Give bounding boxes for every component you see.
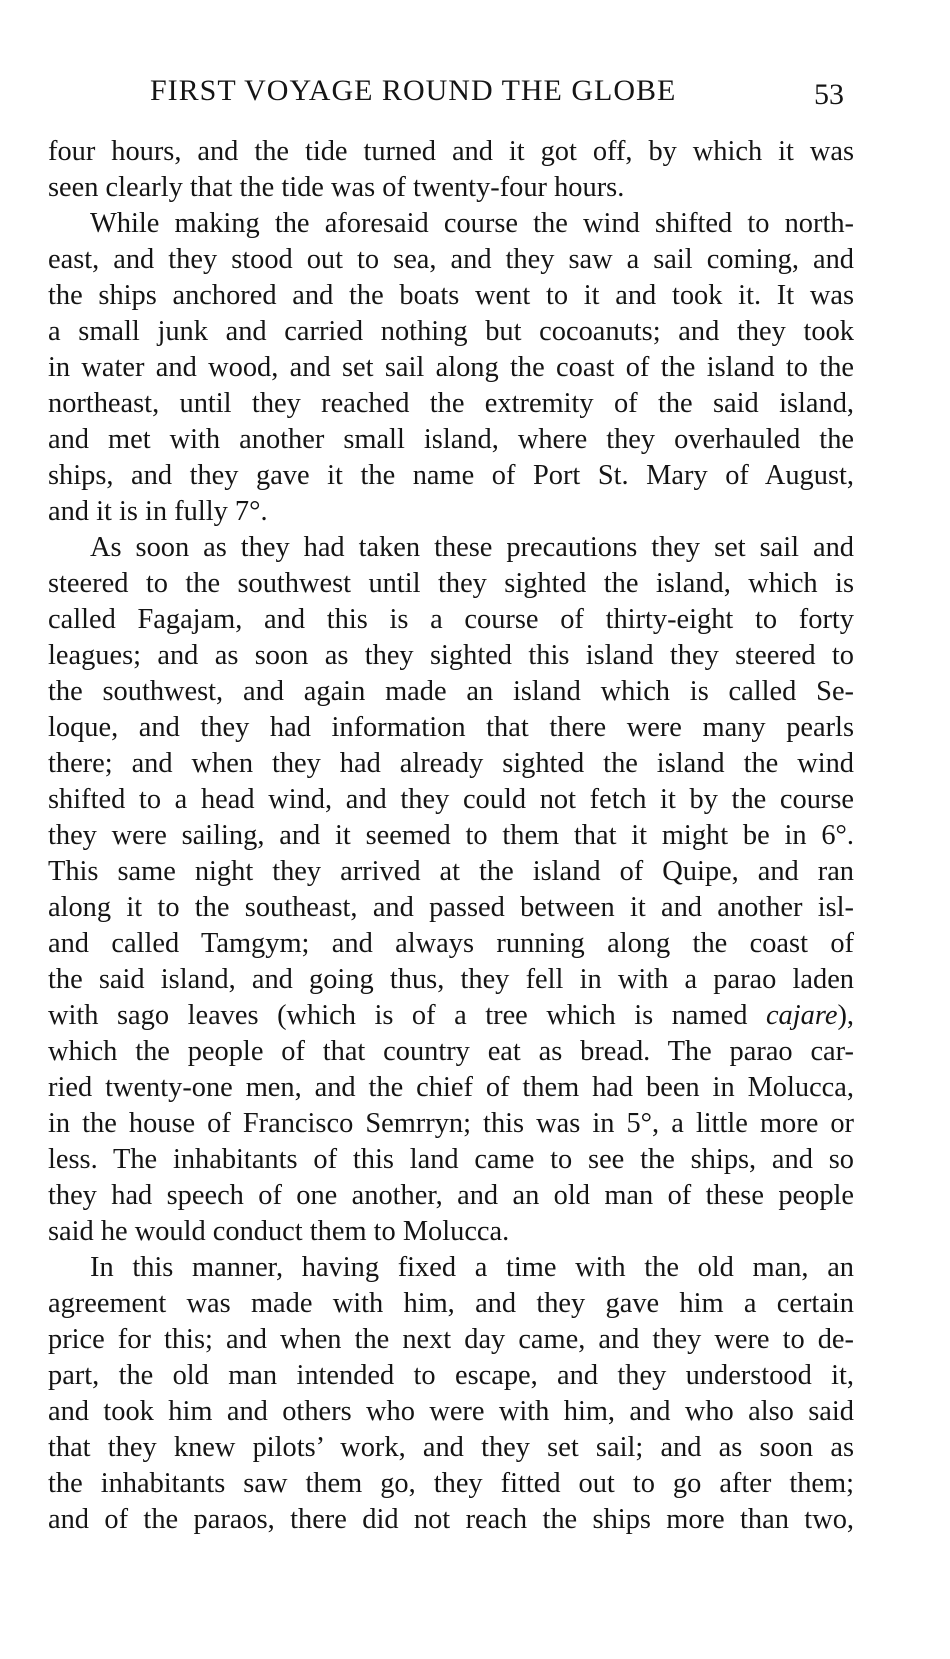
text-line: ships, and they gave it the name of Port St. Mary of August,	[48, 460, 854, 491]
text-line: that they knew pilots’ work, and they set sail; and as soon as	[48, 1432, 854, 1463]
text-line: This same night they arrived at the island of Quipe, and ran	[48, 856, 854, 887]
text-line: and met with another small island, where they overhauled the	[48, 424, 854, 455]
text-line: said he would conduct them to Molucca.	[48, 1216, 510, 1247]
text-line: four hours, and the tide turned and it got off, by which it was	[48, 136, 854, 167]
text-line-segment: ),	[837, 1000, 854, 1031]
text-line: they were sailing, and it seemed to them that it might be in 6°.	[48, 820, 854, 851]
text-line-with-italic	[48, 998, 854, 1034]
body-text	[48, 134, 854, 1538]
text-line: As soon as they had taken these precautions they set sail and	[90, 532, 854, 563]
text-line: shifted to a head wind, and they could not fetch it by the course	[48, 784, 854, 815]
text-line: In this manner, having fixed a time with the old man, an	[90, 1252, 854, 1283]
text-line: which the people of that country eat as bread. The parao car-	[48, 1036, 854, 1067]
text-line: price for this; and when the next day came, and they were to de-	[48, 1324, 854, 1355]
text-line: a small junk and carried nothing but cocoanuts; and they took	[48, 316, 854, 347]
text-line-segment: with sago leaves (which is of a tree which is named	[48, 1000, 748, 1031]
text-line: northeast, until they reached the extremity of the said island,	[48, 388, 854, 419]
page-number: 53	[814, 78, 844, 111]
text-line: in the house of Francisco Semrryn; this was in 5°, a little more or	[48, 1108, 854, 1139]
text-line: less. The inhabitants of this land came to see the ships, and so	[48, 1144, 854, 1175]
text-line: agreement was made with him, and they gave him a certain	[48, 1288, 854, 1319]
text-line: and of the paraos, there did not reach the ships more than two,	[48, 1504, 854, 1535]
text-line: part, the old man intended to escape, and they understood it,	[48, 1360, 854, 1391]
text-line: in water and wood, and set sail along the coast of the island to the	[48, 352, 854, 383]
text-line: and called Tamgym; and always running along the coast of	[48, 928, 854, 959]
text-line: the southwest, and again made an island which is called Se-	[48, 676, 854, 707]
text-line: seen clearly that the tide was of twenty-four hours.	[48, 172, 625, 203]
text-line: steered to the southwest until they sighted the island, which is	[48, 568, 854, 599]
italic-term: cajare	[765, 1000, 838, 1031]
text-line: they had speech of one another, and an old man of these people	[48, 1180, 854, 1211]
text-line: there; and when they had already sighted the island the wind	[48, 748, 854, 779]
text-line: the inhabitants saw them go, they fitted out to go after them;	[48, 1468, 854, 1499]
text-line: the ships anchored and the boats went to it and took it. It was	[48, 280, 854, 311]
text-line: While making the aforesaid course the wind shifted to north-	[90, 208, 854, 239]
text-line: east, and they stood out to sea, and they saw a sail coming, and	[48, 244, 854, 275]
text-line: leagues; and as soon as they sighted this island they steered to	[48, 640, 854, 671]
text-line: loque, and they had information that there were many pearls	[48, 712, 854, 743]
text-line: called Fagajam, and this is a course of thirty-eight to forty	[48, 604, 854, 635]
text-line: along it to the southeast, and passed between it and another isl-	[48, 892, 854, 923]
text-line: and took him and others who were with him, and who also said	[48, 1396, 854, 1427]
text-line: and it is in fully 7°.	[48, 496, 268, 527]
text-line: the said island, and going thus, they fell in with a parao laden	[48, 964, 854, 995]
text-line: ried twenty-one men, and the chief of them had been in Molucca,	[48, 1072, 854, 1103]
running-title: FIRST VOYAGE ROUND THE GLOBE	[150, 74, 677, 107]
